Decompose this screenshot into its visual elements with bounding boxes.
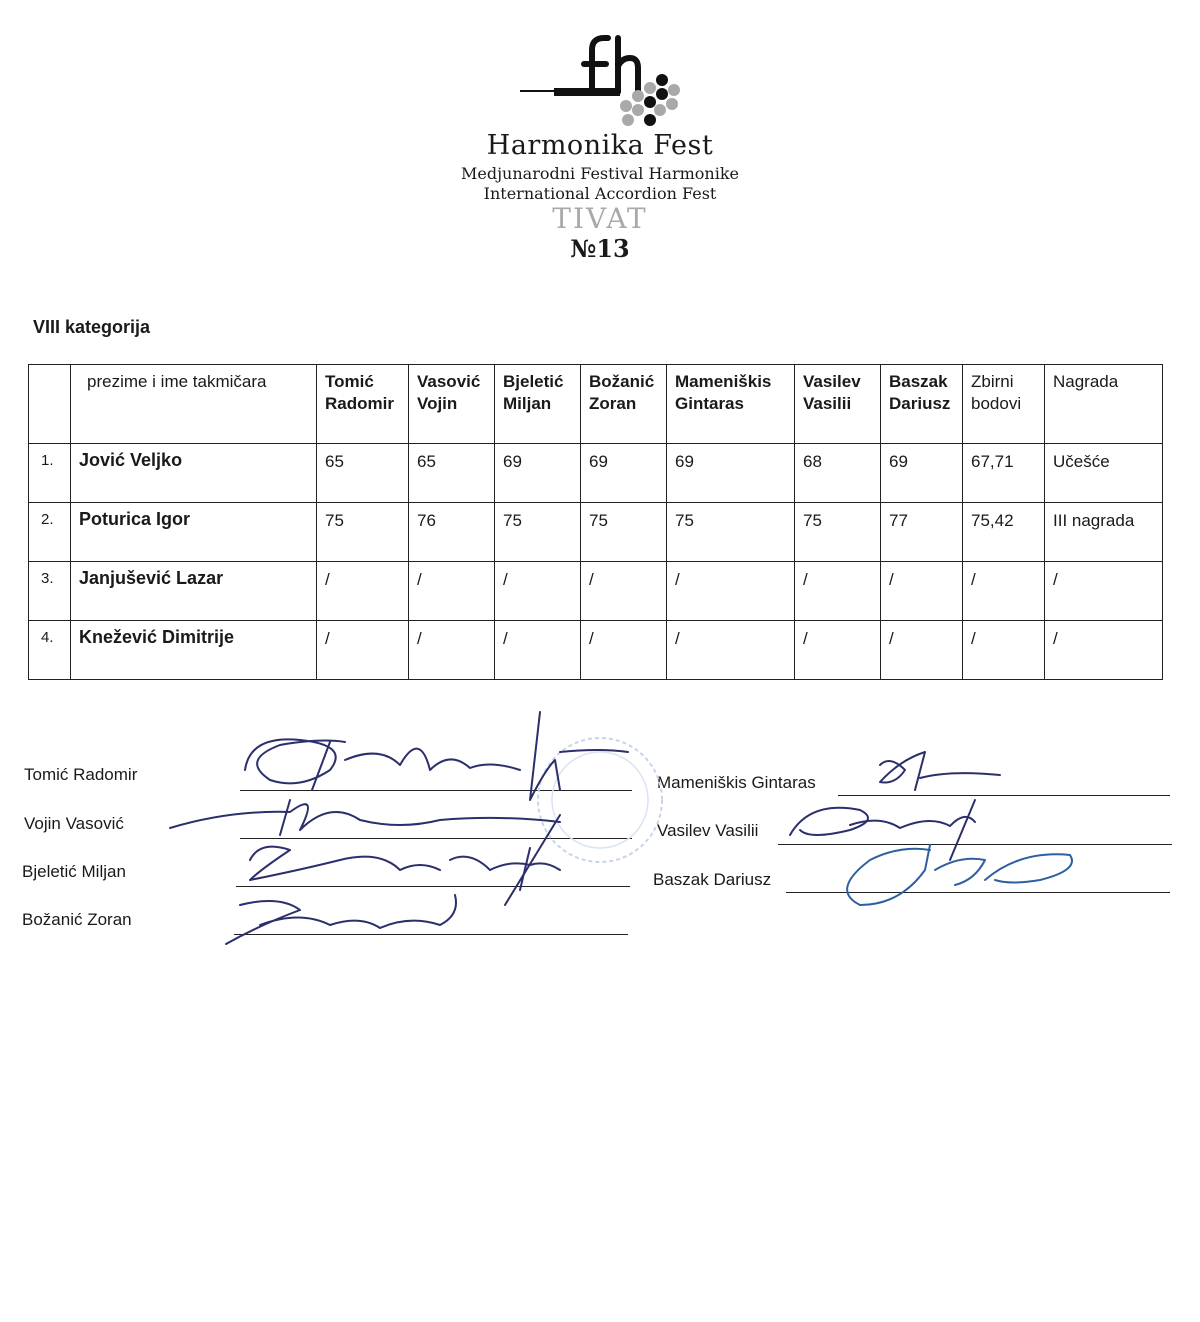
signature-label: Tomić Radomir [24,765,138,784]
score-cell: 77 [881,503,963,562]
table-row [29,621,1163,680]
row-number: 4. [29,621,71,680]
column-header-juror: Bjeletić Miljan [495,365,581,444]
festival-subtitle-en: International Accordion Fest [483,184,717,203]
column-header-juror: Božanić Zoran [581,365,667,444]
table-row [29,444,1163,503]
score-cell: / [409,562,495,621]
festival-title: Harmonika Fest [486,130,714,161]
score-cell: / [495,621,581,680]
category-heading: VIII kategorija [33,317,151,337]
festival-header [0,20,1200,270]
festival-subtitle-local: Medjunarodni Festival Harmonike [461,164,739,183]
signature-line [778,844,1172,845]
total-cell: 67,71 [963,444,1045,503]
score-cell: / [317,562,409,621]
score-cell: 75 [495,503,581,562]
total-cell: / [963,621,1045,680]
score-cell: / [667,621,795,680]
table-header-row [29,365,1163,444]
table-row [29,503,1163,562]
score-cell: / [881,562,963,621]
results-table [28,364,1163,680]
score-cell: 65 [409,444,495,503]
row-number: 1. [29,444,71,503]
score-cell: 69 [581,444,667,503]
column-header-juror: Tomić Radomir [317,365,409,444]
row-number: 2. [29,503,71,562]
award-cell: / [1045,621,1163,680]
column-header-total: Zbirni bodovi [963,365,1045,444]
signature-line [240,790,632,791]
signature-label: Božanić Zoran [22,910,132,929]
table-row [29,562,1163,621]
award-cell: / [1045,562,1163,621]
score-cell: 68 [795,444,881,503]
competitor-name: Janjušević Lazar [71,562,317,621]
signature-label: Bjeletić Miljan [22,862,126,881]
column-header-number [29,365,71,444]
column-header-juror: Baszak Dariusz [881,365,963,444]
total-cell: / [963,562,1045,621]
score-cell: 75 [667,503,795,562]
signature-line [234,934,628,935]
signature-line [838,795,1170,796]
signature-line [786,892,1170,893]
column-header-award: Nagrada [1045,365,1163,444]
score-cell: / [667,562,795,621]
score-cell: 69 [667,444,795,503]
score-cell: 69 [495,444,581,503]
score-cell: / [495,562,581,621]
award-cell: III nagrada [1045,503,1163,562]
column-header-juror: Vasilev Vasilii [795,365,881,444]
signature-line [240,838,632,839]
competitor-name: Knežević Dimitrije [71,621,317,680]
total-cell: 75,42 [963,503,1045,562]
signature-label: Baszak Dariusz [653,870,772,889]
signature-label: Vojin Vasović [24,814,124,833]
score-cell: 76 [409,503,495,562]
score-cell: 75 [581,503,667,562]
signature-label: Vasilev Vasilii [657,821,759,840]
signature-line [236,886,630,887]
competitor-name: Jović Veljko [71,444,317,503]
score-cell: / [581,562,667,621]
score-cell: / [317,621,409,680]
row-number: 3. [29,562,71,621]
score-cell: / [581,621,667,680]
competitor-name: Poturica Igor [71,503,317,562]
score-cell: 65 [317,444,409,503]
score-cell: 75 [795,503,881,562]
score-cell: / [795,562,881,621]
column-header-competitor: prezime i ime takmičara [71,365,317,444]
signature-label: Mameniškis Gintaras [657,773,816,792]
score-cell: / [881,621,963,680]
festival-edition: №13 [570,234,630,263]
score-cell: / [409,621,495,680]
score-cell: 69 [881,444,963,503]
festival-city: TIVAT [552,202,648,235]
award-cell: Učešće [1045,444,1163,503]
score-cell: 75 [317,503,409,562]
festival-logo-icon [510,30,690,130]
score-cell: / [795,621,881,680]
column-header-juror: Vasović Vojin [409,365,495,444]
column-header-juror: Mameniškis Gintaras [667,365,795,444]
